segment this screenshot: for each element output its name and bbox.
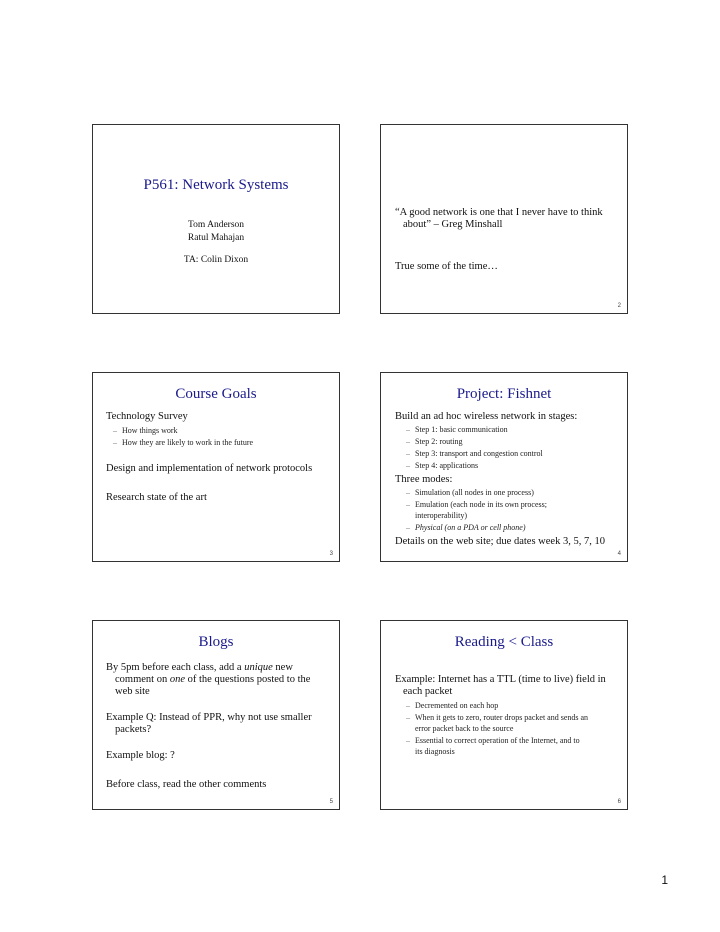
slide-6-sub-3: – Essential to correct operation of the Internet, and to — [406, 736, 580, 745]
slide-4-item-3: Details on the web site; due dates week 3, 5, 7, 10 — [395, 536, 605, 547]
slide-4-step-3: – Step 3: transport and congestion control — [406, 449, 543, 458]
slide-2-quote-line-2: about” – Greg Minshall — [403, 219, 503, 230]
slide-3-item-1: Technology Survey — [106, 411, 188, 422]
slide-6-sub-1: – Decremented on each hop — [406, 701, 499, 710]
slide-6-sub-2-cont: error packet back to the source — [415, 724, 514, 733]
slide-4-step-2: – Step 2: routing — [406, 437, 463, 446]
slide-1-author-2: Ratul Mahajan — [187, 233, 245, 243]
slide-5-para-2-line-2: packets? — [115, 724, 152, 735]
slide-4-mode-3: – Physical (on a PDA or cell phone) — [406, 523, 526, 532]
slide-5-para-2-line-1: Example Q: Instead of PPR, why not use smaller — [106, 712, 312, 723]
slide-5-number: 5 — [329, 799, 333, 805]
slide-1-ta: TA: Colin Dixon — [183, 255, 249, 265]
bullet-dash-icon: – — [406, 736, 410, 745]
slide-3-number: 3 — [329, 551, 333, 557]
page-number: 1 — [661, 873, 668, 887]
slide-1-title: P561: Network Systems — [143, 177, 289, 193]
bullet-dash-icon: – — [406, 701, 410, 710]
bullet-dash-icon: – — [113, 426, 117, 435]
slide-6-number: 6 — [617, 799, 621, 805]
slide-5-para-1-line-1: By 5pm before each class, add a unique new — [106, 662, 293, 673]
slide-6-title: Reading < Class — [454, 634, 554, 650]
bullet-dash-icon: – — [406, 461, 410, 470]
slide-4-item-1: Build an ad hoc wireless network in stages: — [395, 411, 578, 422]
slide-6-sub-2: – When it gets to zero, router drops packet and sends an — [406, 713, 589, 722]
bullet-dash-icon: – — [406, 500, 410, 509]
slide-4-mode-2: – Emulation (each node in its own process; — [406, 500, 547, 509]
slide-1-author-1: Tom Anderson — [187, 220, 245, 230]
bullet-dash-icon: – — [406, 488, 410, 497]
slide-3-sub-2: – How they are likely to work in the future — [113, 438, 254, 447]
slide-2-remark: True some of the time… — [395, 261, 498, 272]
slide-4-item-2: Three modes: — [395, 474, 453, 485]
slide-6-sub-3-cont: its diagnosis — [415, 747, 455, 756]
slide-3-title: Course Goals — [175, 386, 257, 402]
bullet-dash-icon: – — [113, 438, 117, 447]
slide-2 — [380, 124, 628, 314]
slide-3-item-2: Design and implementation of network protocols — [106, 463, 313, 474]
slide-4 — [380, 372, 628, 562]
slide-4-mode-1: – Simulation (all nodes in one process) — [406, 488, 534, 497]
slide-5-para-1-line-3: web site — [115, 686, 150, 697]
bullet-dash-icon: – — [406, 437, 410, 446]
slide-3-sub-1: – How things work — [113, 426, 178, 435]
slide-3 — [92, 372, 340, 562]
slide-2-number: 2 — [617, 303, 621, 309]
slide-5-para-4: Before class, read the other comments — [106, 779, 267, 790]
bullet-dash-icon: – — [406, 425, 410, 434]
bullet-dash-icon: – — [406, 449, 410, 458]
bullet-dash-icon: – — [406, 523, 410, 532]
slide-5-para-1-line-2: comment on one of the questions posted to the — [115, 674, 311, 685]
slide-4-number: 4 — [617, 551, 621, 557]
slide-1 — [92, 124, 340, 314]
slide-4-mode-2-cont: interoperability) — [415, 511, 467, 520]
slide-4-step-4: – Step 4: applications — [406, 461, 479, 470]
slide-5-para-3: Example blog: ? — [106, 750, 175, 761]
slide-3-item-3: Research state of the art — [106, 492, 207, 503]
bullet-dash-icon: – — [406, 713, 410, 722]
slide-6 — [380, 620, 628, 810]
slide-2-quote-line-1: “A good network is one that I never have to think — [395, 207, 603, 218]
slide-5-title: Blogs — [198, 634, 234, 650]
slide-5 — [92, 620, 340, 810]
slide-4-step-1: – Step 1: basic communication — [406, 425, 508, 434]
slide-6-para-1-line-2: each packet — [403, 686, 453, 697]
slide-4-title: Project: Fishnet — [456, 386, 552, 402]
slide-6-para-1-line-1: Example: Internet has a TTL (time to live) field in — [395, 674, 606, 685]
